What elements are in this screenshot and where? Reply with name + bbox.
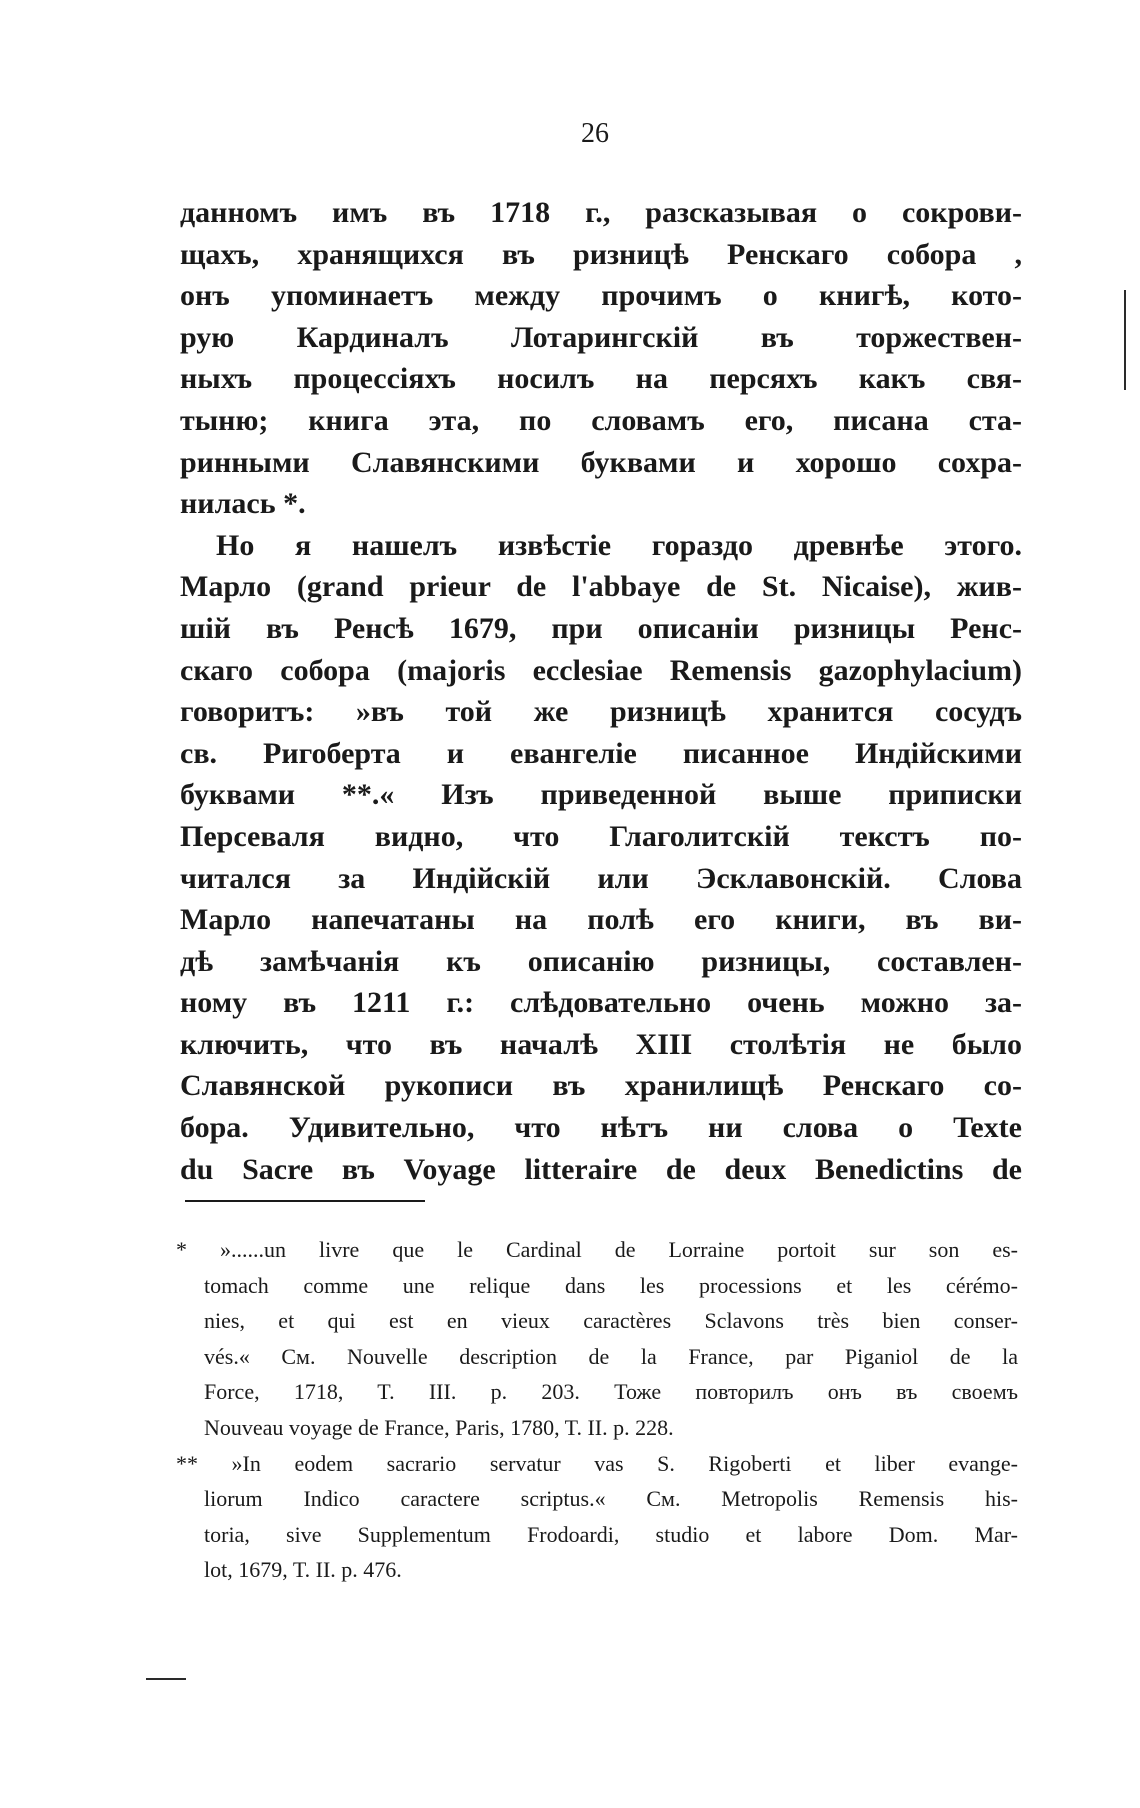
footnote-line: tomach comme une relique dans les processions et les cérémo-	[204, 1272, 1018, 1298]
text-line: Славянской рукописи въ хранилищѣ Ренскаго со-	[180, 1069, 1022, 1103]
text-line: ному въ 1211 г.: слѣдовательно очень можно за-	[180, 986, 1022, 1020]
text-line: онъ упоминаетъ между прочимъ о книгѣ, кото-	[180, 279, 1022, 313]
text-line: шій въ Ренсѣ 1679, при описаніи ризницы Ренс-	[180, 611, 1022, 645]
footnotes	[176, 1232, 1018, 1588]
footnote-line: ** »In eodem sacrario servatur vas S. Rigoberti et liber evange-	[176, 1450, 1018, 1476]
text-line: бора. Удивительно, что нѣтъ ни слова о Texte	[180, 1111, 1022, 1145]
footnote-line: liorum Indico caractere scriptus.« См. Metropolis Remensis his-	[204, 1486, 1018, 1512]
footnote-line: lot, 1679, T. II. p. 476.	[204, 1557, 402, 1583]
text-line: говоритъ: »въ той же ризницѣ хранится сосудъ	[180, 695, 1022, 729]
text-line: ключить, что въ началѣ XIII столѣтія не было	[180, 1027, 1022, 1061]
text-line: Персеваля видно, что Глаголитскій текстъ по-	[180, 819, 1022, 853]
text-line: тыню; книга эта, по словамъ его, писана ста-	[180, 403, 1022, 437]
footnote-line: vés.« См. Nouvelle description de la France, par Piganiol de la	[204, 1343, 1018, 1369]
scan-margin-mark	[1124, 290, 1126, 390]
text-line: данномъ имъ въ 1718 г., разсказывая о сокрови-	[180, 196, 1022, 229]
text-line: скаго собора (majoris ecclesiae Remensis gazophylacium)	[180, 653, 1022, 687]
text-line: Марло (grand prieur de l'abbaye de St. Nicaise), жив-	[180, 570, 1022, 604]
main-text	[180, 192, 1022, 1190]
text-line: св. Ригоберта и евангеліе писанное Индійскими	[180, 736, 1022, 770]
text-line: du Sacre въ Voyage litteraire de deux Benedictins de	[180, 1152, 1022, 1186]
footnote-line: * »......un livre que le Cardinal de Lorraine portoit sur son es-	[176, 1237, 1018, 1262]
text-line: дѣ замѣчанія къ описанію ризницы, составлен-	[180, 944, 1022, 978]
footnote-line: Nouveau voyage de France, Paris, 1780, T. II. p. 228.	[204, 1414, 674, 1440]
footnote-line: toria, sive Supplementum Frodoardi, studio et labore Dom. Mar-	[204, 1521, 1018, 1547]
footnote-line: Force, 1718, T. III. p. 203. Тоже повторилъ онъ въ своемъ	[204, 1379, 1018, 1405]
page-number: 26	[581, 118, 609, 149]
paragraph-start-line: Но я нашелъ извѣстіе гораздо древнѣе этого.	[216, 528, 1022, 562]
footnote-line: nies, et qui est en vieux caractères Sclavons très bien conser-	[204, 1308, 1018, 1334]
footnote-separator	[185, 1200, 425, 1202]
text-line: щахъ, хранящихся въ ризницѣ Ренскаго собора ,	[180, 237, 1022, 271]
text-line: Марло напечатаны на полѣ его книги, въ ви-	[180, 903, 1022, 937]
text-line: ринными Славянскими буквами и хорошо сохра-	[180, 445, 1022, 479]
scan-margin-mark	[146, 1678, 186, 1680]
text-line: рую Кардиналъ Лотарингскій въ торжествен-	[180, 320, 1022, 354]
text-line: ныхъ процессіяхъ носилъ на персяхъ какъ свя-	[180, 362, 1022, 396]
text-line: нилась *.	[180, 487, 306, 521]
text-line: буквами **.« Изъ приведенной выше приписки	[180, 778, 1022, 812]
text-line: читался за Индійскій или Эсклавонскій. Слова	[180, 861, 1022, 895]
